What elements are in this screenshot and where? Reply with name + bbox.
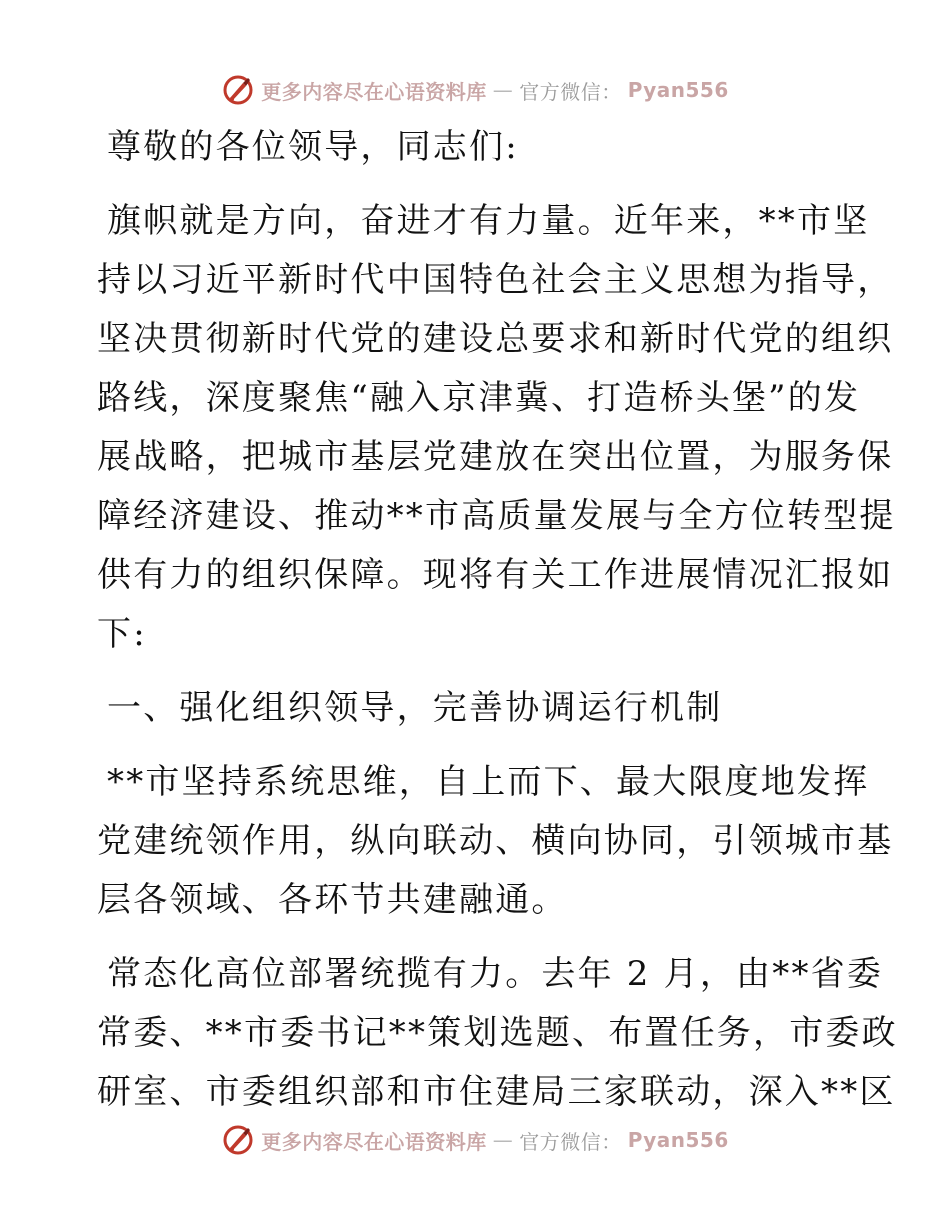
paragraph-line: 持以习近平新时代中国特色社会主义思想为指导， [97, 260, 894, 300]
paragraph-line: 研室、市委组织部和市住建局三家联动，深入**区 [97, 1072, 896, 1112]
quill-pen-logo-icon [221, 1123, 255, 1157]
paragraph-line: 展战略，把城市基层党建放在突出位置，为服务保 [97, 437, 894, 477]
watermark-brand: 更多内容尽在心语资料库 [261, 1129, 487, 1154]
paragraph-line: 下: [97, 614, 147, 654]
paragraph-line: 常委、**市委书记**策划选题、布置任务，市委政 [97, 1013, 898, 1053]
paragraph-line: 障经济建设、推动**市高质量发展与全方位转型提 [97, 496, 896, 536]
paragraph-deployment [97, 945, 898, 1122]
header-watermark [0, 70, 950, 110]
watermark-contact-label: 官方微信： [519, 1129, 622, 1154]
paragraph-line: 路线，深度聚焦“融入京津冀、打造桥头堡”的发 [97, 378, 861, 418]
quill-pen-logo-icon [221, 73, 255, 107]
paragraph-line: 旗帜就是方向，奋进才有力量。近年来，**市坚 [107, 201, 870, 241]
salutation: 尊敬的各位领导，同志们: [107, 127, 519, 167]
watermark-dash: — [492, 78, 514, 102]
paragraph-intro [97, 192, 896, 664]
watermark-contact-id: Pyan556 [627, 78, 729, 102]
paragraph-line: **市坚持系统思维，自上而下、最大限度地发挥 [107, 762, 870, 802]
watermark-contact-label: 官方微信： [519, 79, 622, 104]
section-heading: 一、强化组织领导，完善协调运行机制 [107, 688, 723, 728]
document-body [97, 118, 898, 1122]
paragraph-line: 坚决贯彻新时代党的建设总要求和新时代党的组织 [97, 319, 894, 359]
watermark-contact-id: Pyan556 [627, 1128, 729, 1152]
paragraph-line: 党建统领作用，纵向联动、横向协同，引领城市基 [97, 821, 894, 861]
paragraph-system-thinking [97, 753, 894, 930]
footer-watermark [0, 1120, 950, 1160]
watermark-dash: — [492, 1128, 514, 1152]
paragraph-line: 供有力的组织保障。现将有关工作进展情况汇报如 [97, 555, 894, 595]
paragraph-line: 常态化高位部署统揽有力。去年 2 月，由**省委 [107, 954, 884, 994]
watermark-brand: 更多内容尽在心语资料库 [261, 79, 487, 104]
paragraph-line: 层各领域、各环节共建融通。 [97, 880, 568, 920]
